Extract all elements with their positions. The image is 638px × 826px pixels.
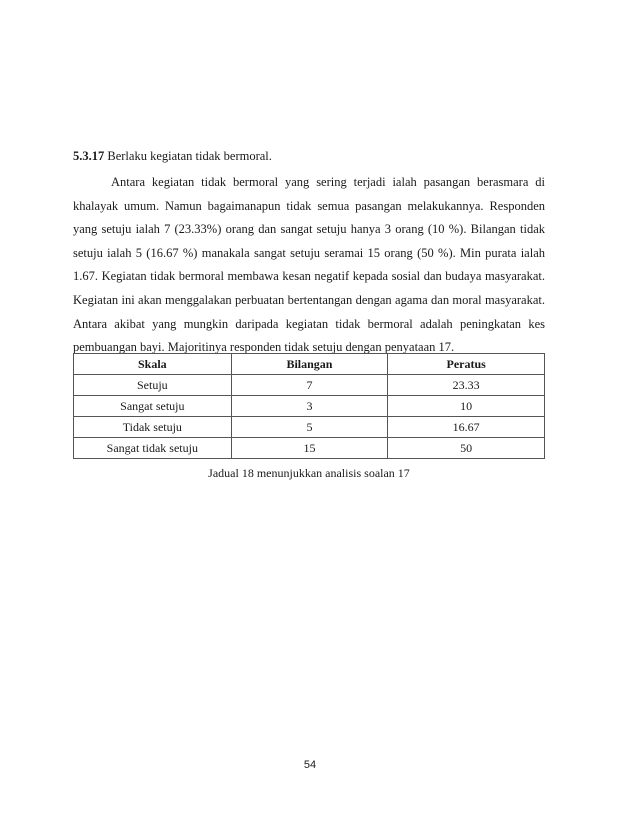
section-number: 5.3.17 bbox=[73, 149, 105, 163]
table-row bbox=[74, 417, 545, 438]
cell-skala: Sangat setuju bbox=[74, 396, 232, 417]
section-heading bbox=[73, 148, 272, 164]
cell-peratus: 16.67 bbox=[388, 417, 545, 438]
header-bilangan: Bilangan bbox=[231, 354, 388, 375]
cell-skala: Tidak setuju bbox=[74, 417, 232, 438]
page-number: 54 bbox=[303, 759, 317, 771]
paragraph-line: setuju ialah 5 (16.67 %) manakala sangat setuju seramai 15 orang (50 %). Min purata ialah bbox=[73, 245, 545, 260]
table-row bbox=[74, 375, 545, 396]
cell-skala: Setuju bbox=[74, 375, 232, 396]
paragraph-line: yang setuju ialah 7 (23.33%) orang dan sangat setuju hanya 3 orang (10 %). Bilangan tidak bbox=[73, 222, 545, 237]
cell-bilangan: 3 bbox=[231, 396, 388, 417]
header-peratus: Peratus bbox=[388, 354, 545, 375]
table-header-row bbox=[74, 354, 545, 375]
paragraph-line: Antara akibat yang mungkin daripada kegiatan tidak bermoral adalah peningkatan kes bbox=[73, 316, 545, 331]
table-row bbox=[74, 396, 545, 417]
section-title: Berlaku kegiatan tidak bermoral. bbox=[107, 149, 272, 163]
cell-peratus: 23.33 bbox=[388, 375, 545, 396]
results-table bbox=[73, 353, 545, 459]
paragraph-line: 1.67. Kegiatan tidak bermoral membawa kesan negatif kepada sosial dan budaya masyarakat. bbox=[73, 269, 545, 284]
cell-bilangan: 5 bbox=[231, 417, 388, 438]
cell-bilangan: 15 bbox=[231, 438, 388, 459]
cell-bilangan: 7 bbox=[231, 375, 388, 396]
body-paragraph bbox=[73, 171, 545, 360]
table-caption: Jadual 18 menunjukkan analisis soalan 17 bbox=[208, 466, 410, 480]
cell-peratus: 10 bbox=[388, 396, 545, 417]
header-skala: Skala bbox=[74, 354, 232, 375]
paragraph-line: khalayak umum. Namun bagaimanapun tidak semua pasangan melakukannya. Responden bbox=[73, 198, 545, 213]
paragraph-line: pembuangan bayi. Majoritinya responden tidak setuju dengan penyataan 17. bbox=[73, 340, 455, 355]
cell-skala: Sangat tidak setuju bbox=[74, 438, 232, 459]
table-row bbox=[74, 438, 545, 459]
paragraph-line: Kegiatan ini akan menggalakan perbuatan bertentangan dengan agama dan moral masyarakat. bbox=[73, 292, 545, 307]
paragraph-line: Antara kegiatan tidak bermoral yang sering terjadi ialah pasangan berasmara di bbox=[111, 175, 545, 189]
cell-peratus: 50 bbox=[388, 438, 545, 459]
